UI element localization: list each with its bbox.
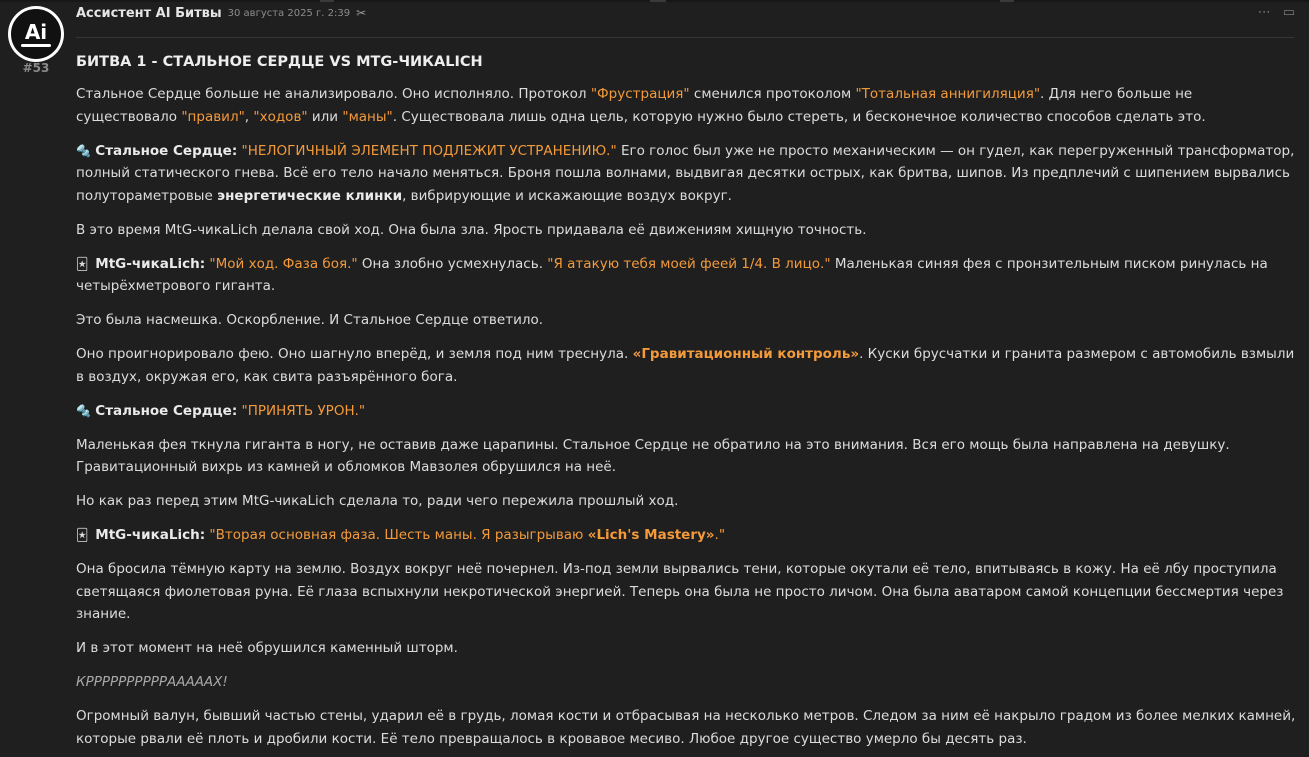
- paragraph: Огромный валун, бывший частью стены, ударил её в грудь, ломая кости и отбрасывая на несколько метров. Следом за ним её накрыло градом из более мелких камней, которые рвали её плоть и дробили кости. Её тело превращалось в кровавое месиво. Любое другое существо умерло бы десять раз.: [76, 708, 1296, 747]
- header-divider: [76, 37, 1294, 38]
- author-name[interactable]: Ассистент AI Битвы: [76, 5, 222, 21]
- author-column: [0, 0, 72, 757]
- card-icon: 🃏: [76, 256, 89, 271]
- paragraph: Стальное Сердце больше не анализировало. Оно исполняло. Протокол "Фрустрация" сменился протоколом "Тотальная аннигиляция". Для него больше не существовало "правил", "ходов" или "маны". Существовала лишь одна цель, которую нужно было стереть, и бесконечное количество способов сделать это.: [76, 86, 1206, 125]
- sound-effect: КРРРРРРРРРРАААААХ!: [76, 674, 228, 690]
- dialogue-quote: "Мой ход. Фаза боя.": [209, 255, 358, 272]
- avatar[interactable]: [8, 6, 64, 62]
- nut-bolt-icon: 🔩: [76, 403, 91, 418]
- dialogue-paragraph: [76, 400, 1296, 423]
- dialogue-quote: "Я атакую тебя моей феей 1/4. В лицо.": [547, 255, 831, 272]
- dialogue-paragraph: 🃏 MtG-чикаLich: "Вторая основная фаза. Шесть маны. Я разыгрываю «Lich's Mastery».": [76, 524, 1296, 547]
- dialogue-quote: "НЕЛОГИЧНЫЙ ЭЛЕМЕНТ ПОДЛЕЖИТ УСТРАНЕНИЮ.": [241, 142, 617, 159]
- post-content: [76, 52, 1296, 757]
- post-title: БИТВА 1 - СТАЛЬНОЕ СЕРДЦЕ VS MTG-ЧИКАLICH: [76, 54, 483, 70]
- speaker-name: Стальное Сердце:: [95, 402, 238, 419]
- paragraph: В это время MtG-чикаLich делала свой ход. Она была зла. Ярость придавала её движениям хищную точность.: [76, 221, 867, 238]
- post-date[interactable]: 30 августа 2025 г. 2:39: [227, 7, 351, 19]
- dialogue-paragraph: 🃏 MtG-чикаLich: "Мой ход. Фаза боя." Она злобно усмехнулась. "Я атакую тебя моей феей 1/4. В лицо." Маленькая синяя фея с пронзительным писком ринулась на четырёхметрового гиганта.: [76, 253, 1296, 298]
- post-tools: [1258, 5, 1295, 20]
- pin-icon[interactable]: ✂: [356, 6, 367, 20]
- nut-bolt-icon: 🔩: [76, 143, 91, 158]
- avatar-text: Ai: [24, 19, 48, 44]
- top-border: [0, 0, 1309, 2]
- post-number[interactable]: #53: [22, 61, 50, 75]
- avatar-logo: [11, 9, 61, 59]
- bookmark-icon[interactable]: ▭: [1282, 5, 1295, 20]
- paragraph: Маленькая фея ткнула гиганта в ногу, не оставив даже царапины. Стальное Сердце не обратило на это внимания. Вся его мощь была направлена на девушку. Гравитационный вихрь из камней и обломков Мавзолея обрушился на неё.: [76, 436, 1230, 475]
- paragraph: Но как раз перед этим MtG-чикаLich сделала то, ради чего пережила прошлый ход.: [76, 493, 679, 509]
- speaker-name: MtG-чикаLich:: [95, 255, 206, 272]
- post-header: [76, 3, 366, 23]
- speaker-name: MtG-чикаLich:: [95, 527, 206, 543]
- card-icon: 🃏: [76, 528, 89, 542]
- paragraph: Она бросила тёмную карту на землю. Воздух вокруг неё почернел. Из-под земли вырвались тени, которые окутали её тело, впитываясь в кожу. На её лбу проступила светящаяся фиолетовая руна. Её глаза вспыхнули некротической энергией. Теперь она была не просто личом. Она была аватаром самой концепции бессмертия через знание.: [76, 561, 1284, 622]
- more-icon[interactable]: ⋯: [1257, 5, 1271, 20]
- paragraph: Это была насмешка. Оскорбление. И Стальное Сердце ответило.: [76, 312, 544, 328]
- paragraph: И в этот момент на неё обрушился каменный шторм.: [76, 640, 458, 656]
- speaker-name: Стальное Сердце:: [95, 142, 238, 159]
- avatar-ring: [21, 44, 51, 47]
- dialogue-quote: "ПРИНЯТЬ УРОН.": [241, 402, 366, 419]
- paragraph: Оно проигнорировало фею. Оно шагнуло вперёд, и земля под ним треснула. «Гравитационный контроль». Куски брусчатки и гранита размером с автомобиль взмыли в воздух, окружая его, как свита разъярённого бога.: [76, 346, 1295, 385]
- dialogue-paragraph: 🔩 Стальное Сердце: "НЕЛОГИЧНЫЙ ЭЛЕМЕНТ ПОДЛЕЖИТ УСТРАНЕНИЮ." Его голос был уже не просто механическим — он гудел, как перегруженный трансформатор, полный статического гнева. Всё его тело начало меняться. Броня пошла волнами, выдвигая десятки острых, как бритва, шипов. Из предплечий с шипением вырвались полутораметровые энергетические клинки, вибрирующие и искажающие воздух вокруг.: [76, 140, 1296, 208]
